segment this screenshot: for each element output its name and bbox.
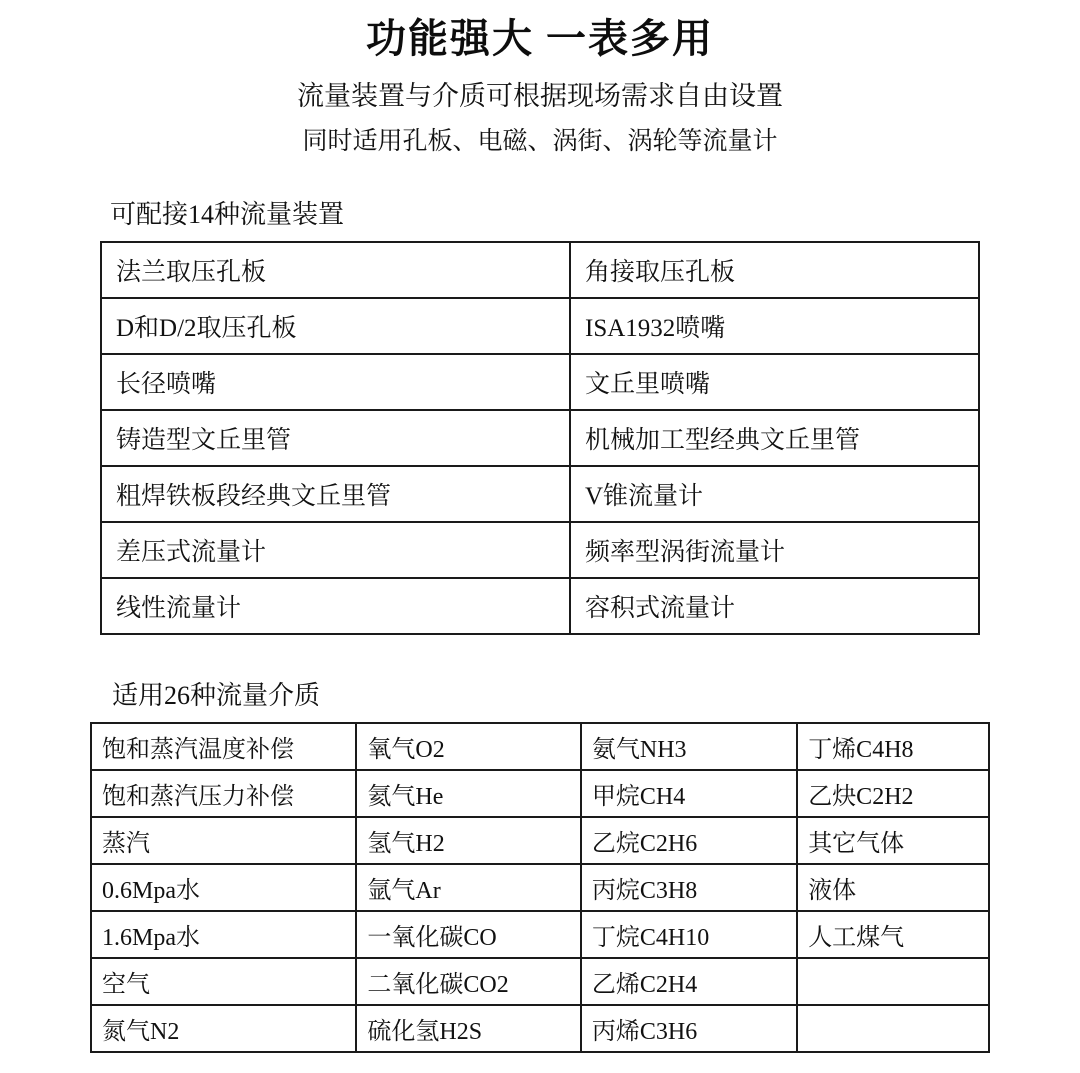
table-cell: 乙炔C2H2 xyxy=(797,770,989,817)
table-cell-empty xyxy=(797,1005,989,1052)
table-cell: ISA1932喷嘴 xyxy=(570,298,979,354)
table-row xyxy=(91,817,989,864)
table-cell: 丁烷C4H10 xyxy=(581,911,797,958)
table-cell: 线性流量计 xyxy=(101,578,570,634)
page-subtitle-secondary: 同时适用孔板、电磁、涡街、涡轮等流量计 xyxy=(302,127,778,155)
table-row xyxy=(91,770,989,817)
table-cell: 氮气N2 xyxy=(91,1005,356,1052)
table-cell: 液体 xyxy=(797,864,989,911)
table-cell: 空气 xyxy=(91,958,356,1005)
table-cell: 二氧化碳CO2 xyxy=(356,958,581,1005)
table-cell: 1.6Mpa水 xyxy=(91,911,356,958)
table-cell: 文丘里喷嘴 xyxy=(570,354,979,410)
table-row xyxy=(101,354,979,410)
page-subtitle-primary: 流量装置与介质可根据现场需求自由设置 xyxy=(297,81,783,111)
table-cell: 长径喷嘴 xyxy=(101,354,570,410)
table-cell: V锥流量计 xyxy=(570,466,979,522)
table-cell: 频率型涡街流量计 xyxy=(570,522,979,578)
page-title: 功能强大 一表多用 xyxy=(366,16,714,61)
table-cell: 容积式流量计 xyxy=(570,578,979,634)
table-cell: 差压式流量计 xyxy=(101,522,570,578)
table-row xyxy=(91,723,989,770)
table-cell: D和D/2取压孔板 xyxy=(101,298,570,354)
table-cell: 人工煤气 xyxy=(797,911,989,958)
table-cell: 丙烯C3H6 xyxy=(581,1005,797,1052)
table-cell: 硫化氢H2S xyxy=(356,1005,581,1052)
table-cell: 一氧化碳CO xyxy=(356,911,581,958)
table-cell: 丁烯C4H8 xyxy=(797,723,989,770)
table-row xyxy=(91,864,989,911)
table-row xyxy=(91,911,989,958)
table-cell: 铸造型文丘里管 xyxy=(101,410,570,466)
table-row xyxy=(101,410,979,466)
table-cell: 乙烷C2H6 xyxy=(581,817,797,864)
table-cell: 法兰取压孔板 xyxy=(101,242,570,298)
table-cell: 蒸汽 xyxy=(91,817,356,864)
table-cell: 甲烷CH4 xyxy=(581,770,797,817)
devices-table xyxy=(100,241,980,635)
table-row xyxy=(101,242,979,298)
table-cell: 0.6Mpa水 xyxy=(91,864,356,911)
table-cell: 机械加工型经典文丘里管 xyxy=(570,410,979,466)
document-page xyxy=(0,14,1080,1073)
table-cell: 粗焊铁板段经典文丘里管 xyxy=(101,466,570,522)
table-cell: 角接取压孔板 xyxy=(570,242,979,298)
table-cell: 乙烯C2H4 xyxy=(581,958,797,1005)
table-row xyxy=(101,298,979,354)
media-section xyxy=(0,675,1080,1053)
table-cell: 其它气体 xyxy=(797,817,989,864)
table-cell: 丙烷C3H8 xyxy=(581,864,797,911)
table-cell: 饱和蒸汽压力补偿 xyxy=(91,770,356,817)
table-row xyxy=(101,466,979,522)
devices-section-heading: 可配接14种流量装置 xyxy=(110,200,345,229)
table-row xyxy=(101,578,979,634)
table-cell: 氨气NH3 xyxy=(581,723,797,770)
table-row xyxy=(91,958,989,1005)
table-cell-empty xyxy=(797,958,989,1005)
table-cell: 氩气Ar xyxy=(356,864,581,911)
table-cell: 饱和蒸汽温度补偿 xyxy=(91,723,356,770)
devices-section xyxy=(0,194,1080,635)
table-cell: 氦气He xyxy=(356,770,581,817)
table-cell: 氧气O2 xyxy=(356,723,581,770)
table-row xyxy=(91,1005,989,1052)
table-row xyxy=(101,522,979,578)
table-cell: 氢气H2 xyxy=(356,817,581,864)
media-section-heading: 适用26种流量介质 xyxy=(112,681,321,710)
media-table xyxy=(90,722,990,1053)
